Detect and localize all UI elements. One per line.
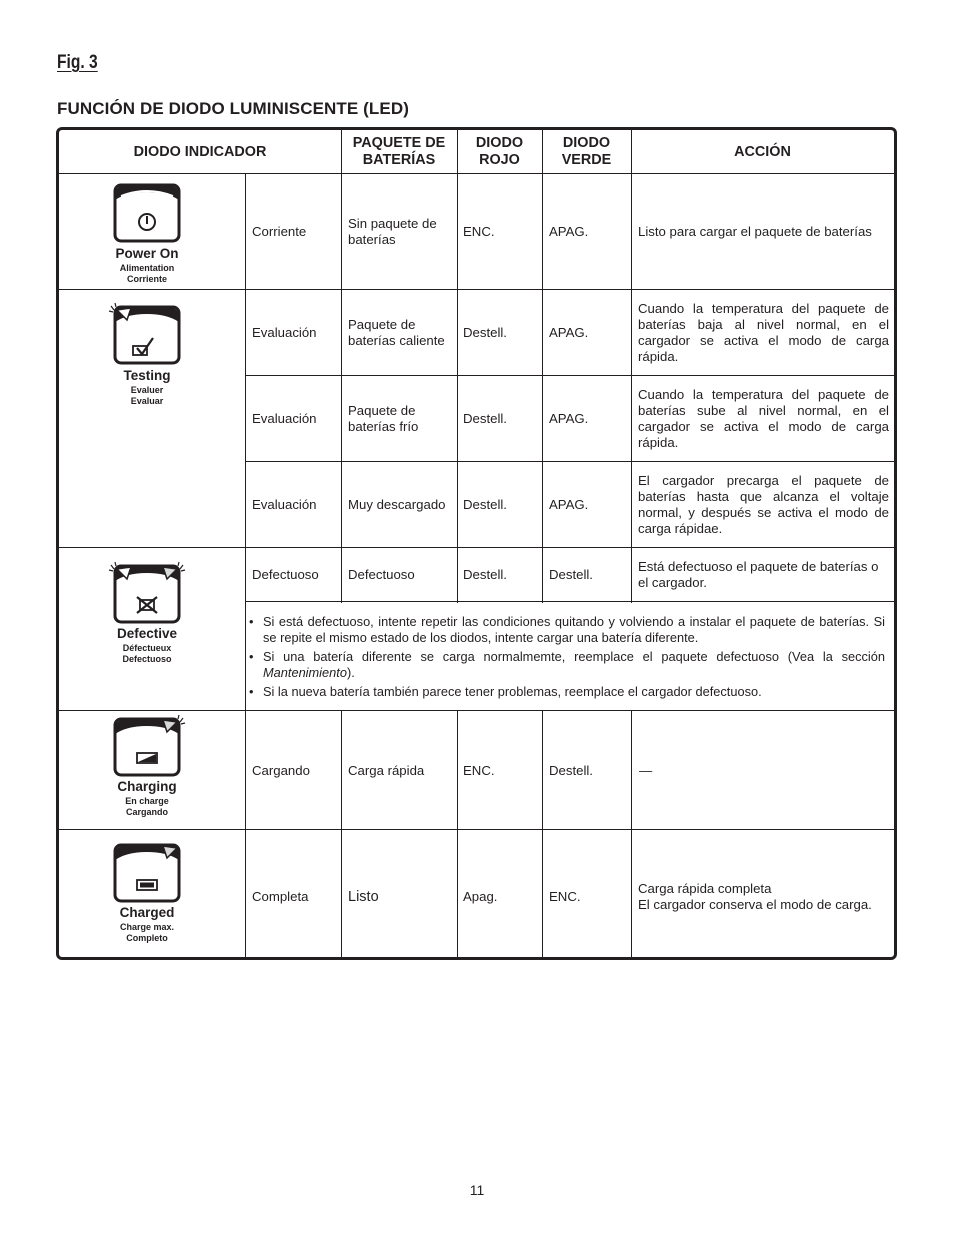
- bullet: •: [249, 684, 254, 699]
- row-verde: ENC.: [549, 889, 581, 904]
- note-text: [263, 649, 885, 680]
- icon-sublabel: Cargando: [125, 807, 168, 817]
- charger-charged-icon: [107, 839, 187, 905]
- testing-indicator: [107, 302, 187, 412]
- row-estado: Completa: [252, 889, 309, 904]
- note-text: Si la nueva batería también parece tener problemas, reemplace el cargador defectuoso.: [263, 684, 762, 699]
- row-estado: Evaluación: [252, 497, 317, 512]
- row-rojo: Destell.: [463, 497, 507, 512]
- page-title: FUNCIÓN DE DIODO LUMINISCENTE (LED): [57, 99, 409, 118]
- row-paquete: Muy descargado: [348, 497, 446, 512]
- rule: [341, 130, 342, 175]
- rule: [341, 174, 342, 603]
- row-rojo: ENC.: [463, 224, 495, 239]
- header-accion: ACCIÓN: [734, 143, 791, 160]
- defective-notes: [249, 602, 885, 704]
- rule: [245, 174, 246, 960]
- rule: [341, 710, 342, 960]
- row-accion: —: [639, 762, 653, 778]
- note-text-part: ).: [346, 664, 355, 680]
- row-rojo: Apag.: [463, 889, 498, 904]
- rule: [631, 710, 632, 960]
- rule: [542, 174, 543, 603]
- row-verde: Destell.: [549, 567, 593, 582]
- page-number: 11: [469, 1182, 485, 1198]
- bullet: •: [249, 649, 254, 664]
- row-verde: APAG.: [549, 411, 589, 426]
- row-verde: APAG.: [549, 224, 589, 239]
- rule: [631, 130, 632, 175]
- icon-label: Charging: [117, 779, 177, 794]
- note-text: Si está defectuoso, intente repetir las condiciones quitando y volviendo a instalar el paquete de baterías. Si se repite el mismo estado de los diodos, intente cargar una batería diferente.: [263, 614, 885, 645]
- row-rojo: ENC.: [463, 762, 495, 778]
- bullet: •: [249, 614, 254, 629]
- rule: [631, 174, 632, 603]
- icon-sublabel: Alimentation: [119, 263, 175, 273]
- note-item: [249, 614, 885, 645]
- header-paquete: PAQUETE DE BATERÍAS: [352, 135, 446, 168]
- note-text-part: Si una batería diferente se carga normalmemte, reemplace el paquete defectuoso (Vea la sección: [263, 649, 885, 664]
- row-paquete: Paquete de baterías frío: [348, 403, 419, 434]
- row-accion: Cuando la temperatura del paquete de baterías baja al nivel normal, en el cargador se activa el modo de carga rápida.: [638, 301, 889, 364]
- rule: [457, 710, 458, 960]
- charger-charging-icon: [107, 713, 187, 779]
- row-rojo: Destell.: [463, 411, 507, 426]
- icon-sublabel: Corriente: [126, 274, 167, 284]
- row-verde: Destell.: [549, 762, 593, 778]
- charging-indicator: [107, 713, 187, 823]
- power-on-indicator: [107, 182, 187, 292]
- charger-power-icon: [107, 182, 187, 244]
- icon-sublabel: Completo: [126, 933, 168, 943]
- row-accion: Cuando la temperatura del paquete de baterías sube al nivel normal, en el cargador se activa el modo de carga rápida.: [638, 387, 889, 450]
- accion-line: El cargador conserva el modo de carga.: [638, 897, 872, 912]
- icon-sublabel: En charge: [125, 796, 169, 806]
- icon-label: Charged: [119, 905, 175, 920]
- led-function-table: [56, 127, 897, 960]
- rule: [542, 130, 543, 175]
- row-accion: El cargador precarga el paquete de baterías hasta que alcanza el voltaje normal, y después se activa el modo de carga rápidae.: [638, 473, 889, 536]
- row-accion: [638, 830, 893, 960]
- icon-sublabel: Defectuoso: [122, 654, 172, 664]
- icon-sublabel: Evaluer: [130, 385, 164, 395]
- charger-testing-icon: [107, 302, 187, 366]
- rule: [457, 130, 458, 175]
- rule: [457, 174, 458, 603]
- row-paquete: Carga rápida: [348, 762, 425, 778]
- header-diodo-verde: DIODO VERDE: [561, 135, 612, 168]
- section-reference: Mantenimiento: [263, 664, 347, 680]
- row-verde: APAG.: [549, 497, 589, 512]
- icon-sublabel: Défectueux: [122, 643, 172, 653]
- row-rojo: Destell.: [463, 325, 507, 340]
- row-rojo: Destell.: [463, 567, 507, 582]
- row-paquete: Defectuoso: [348, 567, 415, 582]
- icon-label: Defective: [116, 626, 178, 641]
- rule: [542, 710, 543, 960]
- defective-indicator: [107, 560, 187, 670]
- note-item: [249, 649, 885, 680]
- row-estado: Defectuoso: [252, 567, 319, 582]
- icon-sublabel: Charge max.: [119, 922, 175, 932]
- row-accion: Listo para cargar el paquete de baterías: [638, 224, 872, 239]
- icon-label: Testing: [123, 368, 171, 383]
- accion-line: Carga rápida completa: [638, 881, 772, 896]
- header-diodo-rojo: DIODO ROJO: [475, 135, 524, 168]
- row-estado: Evaluación: [252, 325, 317, 340]
- header-diodo-indicador: DIODO INDICADOR: [133, 143, 267, 160]
- row-estado: Cargando: [252, 762, 310, 778]
- row-estado: Corriente: [252, 224, 307, 239]
- row-accion: Está defectuoso el paquete de baterías o el cargador.: [638, 559, 879, 590]
- row-verde: APAG.: [549, 325, 589, 340]
- figure-label: Fig. 3: [57, 52, 98, 73]
- charger-defective-icon: [107, 560, 187, 626]
- icon-label: Power On: [115, 246, 179, 261]
- row-paquete: Paquete de baterías caliente: [348, 317, 445, 348]
- row-paquete: Listo: [348, 889, 379, 905]
- row-estado: Evaluación: [252, 411, 317, 426]
- note-item: [249, 684, 885, 700]
- icon-sublabel: Evaluar: [130, 396, 164, 406]
- charged-indicator: [107, 839, 187, 949]
- row-paquete: Sin paquete de baterías: [348, 216, 437, 247]
